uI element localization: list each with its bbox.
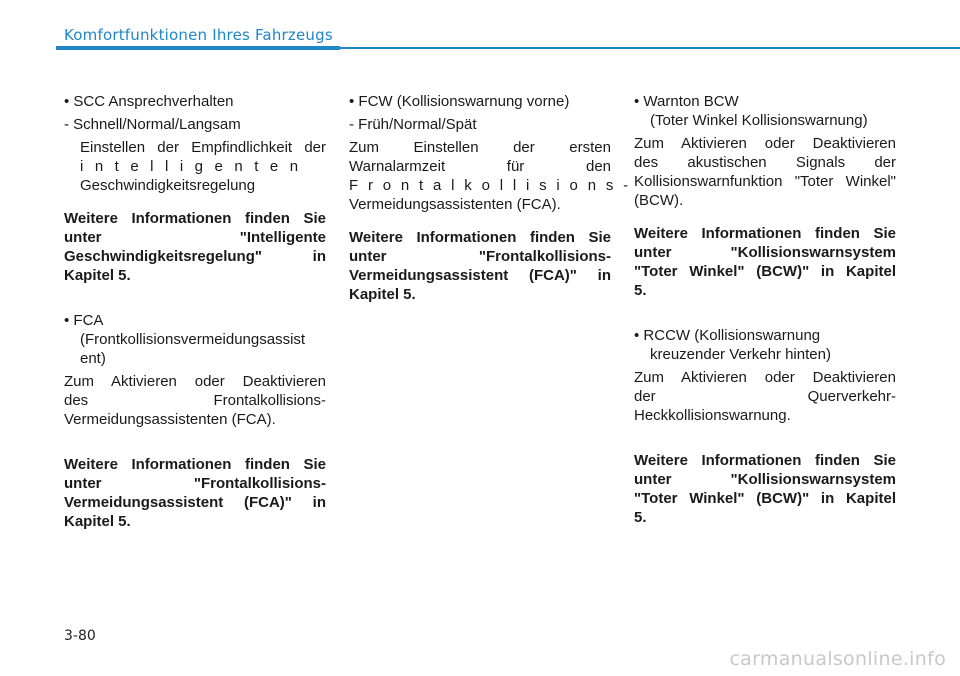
bcw-more-info: Weitere Informationen finden Sie unter "Kollisionswarnsystem "Toter Winkel" (BCW)" in Kapitel 5. xyxy=(634,225,896,299)
column-1: • SCC Ansprechverhalten - Schnell/Normal/Langsam Einstellen der Empfindlichkeit der intelligenten Geschwindigkeitsregelung Weitere Informationen finden Sie unter "Intelligente Geschwindigkeitsregelung" in Kapitel 5. • FCA (Frontkollisionsvermeidungsassist ent) Zum Aktivieren oder Deaktivieren des Frontalkollisions- Vermeidungsassistenten (FCA). Weitere Informationen finden Sie unter "Frontalkollisions- Vermeidungsassistent (FCA)" in Kapitel 5. xyxy=(64,93,326,530)
fcw-description: Zum Einstellen der ersten Warnalarmzeit für den Frontalkollisions- Vermeidungsassistenten (FCA). xyxy=(349,139,638,213)
header-rule xyxy=(340,47,960,49)
rccw-description: Zum Aktivieren oder Deaktivieren der Querverkehr- Heckkollisionswarnung. xyxy=(634,369,896,424)
fcw-options: - Früh/Normal/Spät xyxy=(349,116,477,133)
header-rule-accent xyxy=(56,46,340,50)
fcw-heading: • FCW (Kollisionswarnung vorne) xyxy=(349,93,570,110)
bcw-heading: • Warnton BCW xyxy=(634,93,739,110)
column-2 xyxy=(349,92,638,304)
rccw-heading: • RCCW (Kollisionswarnung xyxy=(634,327,821,344)
fca-heading: • FCA xyxy=(64,312,104,329)
scc-description: Einstellen der Empfindlichkeit der intelligenten Geschwindigkeitsregelung xyxy=(80,139,326,194)
fcw-more-info: Weitere Informationen finden Sie unter "Frontalkollisions- Vermeidungsassistent (FCA)" in Kapitel 5. xyxy=(349,229,611,303)
column-3: • Warnton BCW (Toter Winkel Kollisionswarnung) Zum Aktivieren oder Deaktivieren des akustischen Signals der Kollisionswarnfunktion "Toter Winkel" (BCW). Weitere Informationen finden Sie unter "Kollisionswarnsystem "Toter Winkel" (BCW)" in Kapitel 5. • RCCW (Kollisionswarnung kreuzender Verkehr hinten) Zum Aktivieren oder Deaktivieren der Querverkehr- Heckkollisionswarnung. Weitere Informationen finden Sie unter "Kollisionswarnsystem "Toter Winkel" (BCW)" in Kapitel 5. xyxy=(634,93,896,526)
fca-description: Zum Aktivieren oder Deaktivieren des Frontalkollisions- Vermeidungsassistenten (FCA). xyxy=(64,373,326,428)
watermark: carmanualsonline.info xyxy=(729,648,946,670)
scc-more-info: Weitere Informationen finden Sie unter "Intelligente Geschwindigkeitsregelung" in Kapitel 5. xyxy=(64,210,326,284)
rccw-more-info: Weitere Informationen finden Sie unter "Kollisionswarnsystem "Toter Winkel" (BCW)" in Kapitel 5. xyxy=(634,452,896,526)
fca-more-info: Weitere Informationen finden Sie unter "Frontalkollisions- Vermeidungsassistent (FCA)" in Kapitel 5. xyxy=(64,456,326,530)
page-number: 3-80 xyxy=(64,628,96,644)
scc-heading: • SCC Ansprechverhalten xyxy=(64,93,234,110)
page-header xyxy=(0,0,960,56)
section-title: Komfortfunktionen Ihres Fahrzeugs xyxy=(64,26,333,44)
scc-options: - Schnell/Normal/Langsam xyxy=(64,116,241,133)
bcw-description: Zum Aktivieren oder Deaktivieren des akustischen Signals der Kollisionswarnfunktion "Toter Winkel" (BCW). xyxy=(634,135,896,209)
